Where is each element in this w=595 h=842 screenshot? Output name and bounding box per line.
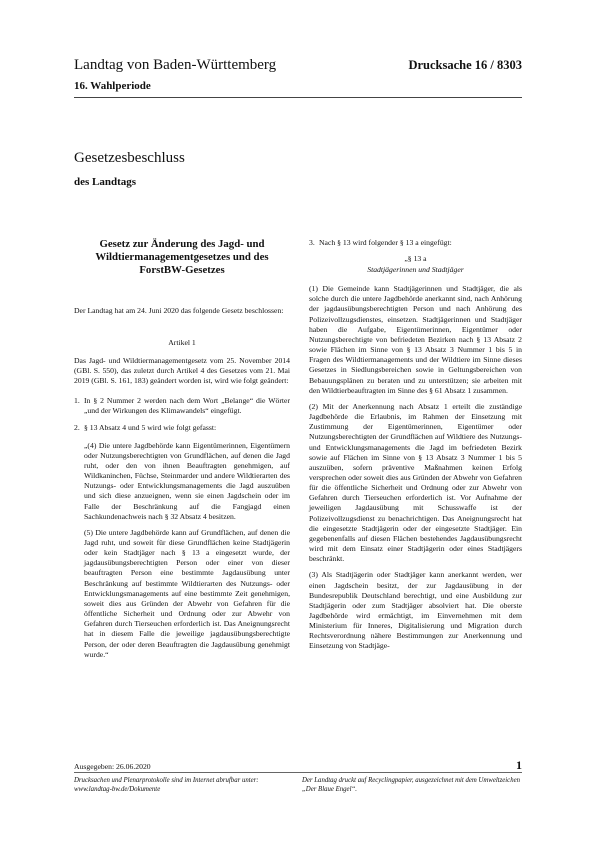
left-column (74, 238, 290, 666)
page-number: 1 (516, 758, 522, 772)
issue-date: Ausgegeben: 26.06.2020 (74, 762, 151, 771)
list-item-number: 3. (309, 238, 315, 247)
intro-paragraph: Der Landtag hat am 24. Juni 2020 das folgende Gesetz beschlossen: (74, 305, 284, 315)
doc-type: Gesetzesbeschluss (74, 150, 185, 166)
footer-rule (74, 772, 522, 773)
footer-right-note: Der Landtag druckt auf Recyclingpapier, ausgezeichnet mit dem Umweltzeichen „Der Blaue Engel“. (302, 777, 521, 793)
paragraph-abs5: (5) Die untere Jagdbehörde kann auf Grundflächen, auf denen die Jagd ruht, und soweit für diese Grundflächen keine Stadtjägerin oder kein Stadtjäger nach § 13 a eingesetzt wurde, der jagdausübungsberechtigten Person oder einer von dieser beauftragten Person eine bestimmte Jagdausübung unter Beschränkung auf bestimmte Wildtierarten des Nutzungs- oder Entwicklungsmanagements auf eine bestimmte Zeit genehmigen, soweit dies aus Gründen der Abwehr von Gefahren für die öffentliche Sicherheit und Ordnung oder zur Abwehr von Gefahren durch Tierseuchen erforderlich ist. Das Aneignungsrecht hat in diesem Falle die jeweilige jagdausübungsberechtigte Person, der oder deren Beauftragten die Jagdausübung genehmigt wurde.“ (84, 527, 290, 659)
doc-subtitle: des Landtags (74, 176, 137, 188)
section-number: „§ 13 a (404, 254, 427, 264)
paragraph-2: (2) Mit der Anerkennung nach Absatz 1 erteilt die zuständige Jagdbehörde die Erlaubnis, im Rahmen der Einsetzung mit Zustimmung der Eigentümerinnen, Eigentümer oder Nutzungsberechtigten der Grundflächen auf Wildtiere des Nutzungs- und Entwicklungsmanagements die Jagd im befriedeten Bezirk sowie auf Flächen im Sinne von § 13 Absatz 3 Nummer 1 bis 5 auszuüben, sofern präventive Maßnahmen keinen Erfolg versprechen oder soweit dies aus Gründen der Abwehr von Gefahren für die öffentliche Sicherheit und Ordnung oder zur Abwehr von Gefahren durch Tierseuchen erforderlich ist. Vor Aufnahme der jeweiligen Jagdausübung mit Schusswaffe ist der Polizeivollzugsdienst zu benachrichtigen. Das Aneignungsrecht hat die eingesetzte Stadtjägerin oder der eingesetzte Stadtjäger. Ein gegebenenfalls auf diesen Flächen bestehendes Jagdausübungsrecht wird mit dem Einsatz einer Stadtjägerin oder eines Stadtjägers beschränkt. (309, 401, 522, 564)
list-item-3 (309, 238, 522, 248)
list-item-2 (74, 423, 290, 433)
list-item-number: 1. (74, 396, 80, 406)
law-title: Gesetz zur Änderung des Jagd- und Wildtiermanagementgesetzes und des ForstBW-Gesetzes (95, 238, 269, 277)
amendment-block (74, 441, 290, 660)
list-item-text: § 13 Absatz 4 und 5 wird wie folgt gefasst: (84, 423, 217, 433)
list-item-text: Nach § 13 wird folgender § 13 a eingefügt: (319, 238, 452, 247)
footer-left-note: Drucksachen und Plenarprotokolle sind im Internet abrufbar unter: www.landtag-bw.de/Dokumente (74, 777, 259, 793)
right-column (309, 238, 522, 658)
list-item-1 (74, 396, 290, 416)
drucksache-number: Drucksache 16 / 8303 (408, 58, 522, 72)
header-title: Landtag von Baden-Württemberg (74, 57, 277, 73)
section-name: Stadtjägerinnen und Stadtjäger (367, 265, 464, 275)
list-item-text: In § 2 Nummer 2 werden nach dem Wort „Belange“ die Wörter „und der Wirkungen des Klimawandels“ eingefügt. (84, 396, 290, 416)
paragraph-abs4: „(4) Die untere Jagdbehörde kann Eigentümerinnen, Eigentümern oder Nutzungsberechtigten von Grundflächen, auf denen die Jagd ruht, oder den von ihnen Beauftragten genehmigen, auf Wildkaninchen, Füchse, Steinmarder und andere Wildtierarten des Nutzungs- oder Entwicklungsmanagements die Jagd auszuüben und sich diese anzueignen, wenn sie einen Jagdschein oder im Falle der Beschränkung auf die Fangjagd einen Sachkundenachweis nach § 32 Absatz 4 besitzen. (84, 440, 290, 521)
article-heading: Artikel 1 (168, 337, 196, 347)
wahlperiode: 16. Wahlperiode (74, 80, 151, 92)
paragraph-3: (3) Als Stadtjägerin oder Stadtjäger kann anerkannt werden, wer einen Jagdschein besitzt, der zur Jagdausübung in der Bundesrepublik Deutschland berechtigt, und eine Ausbildung zur Stadtjägerin oder zum Stadtjäger absolviert hat. Die oberste Jagdbehörde wird ermächtigt, im Einvernehmen mit dem Ministerium für Inneres, Digitalisierung und Migration durch Rechtsverordnung nähere Bestimmungen zur Anerkennung und Einsetzung von Stadtjäge- (309, 570, 522, 651)
article-text: Das Jagd- und Wildtiermanagementgesetz vom 25. November 2014 (GBl. S. 550), das zuletzt durch Artikel 4 des Gesetzes vom 21. Mai 2019 (GBl. S. 161, 183) geändert worden ist, wird wie folgt geändert: (74, 355, 290, 385)
paragraph-1: (1) Die Gemeinde kann Stadtjägerinnen und Stadtjäger, die als solche durch die untere Jagdbehörde anerkannt sind, nach Anhörung der jagdausübungsberechtigten Person und nach Anhörung des Polizeivollzugsdienstes, einsetzen. Stadtjägerinnen und Stadtjäger haben die Aufgabe, Eigentümerinnen, Eigentümer oder Nutzungsberechtigte von befriedeten Bezirken nach § 13 Absatz 2 sowie Flächen im Sinne von § 13 Absatz 3 Nummer 1 bis 5 in Fragen des Wildtiermanagements und der Wildtiere im Sinne dieses Gesetzes in Siedlungsbereichen sowie in Geltungsbereichen von Bebauungsplänen zu beraten und zu unterstützen; sie arbeiten mit den Wildtierbeauftragten im Sinne des § 61 Absatz 1 zusammen. (309, 284, 522, 395)
header-rule (74, 97, 522, 98)
list-item-number: 2. (74, 423, 80, 433)
